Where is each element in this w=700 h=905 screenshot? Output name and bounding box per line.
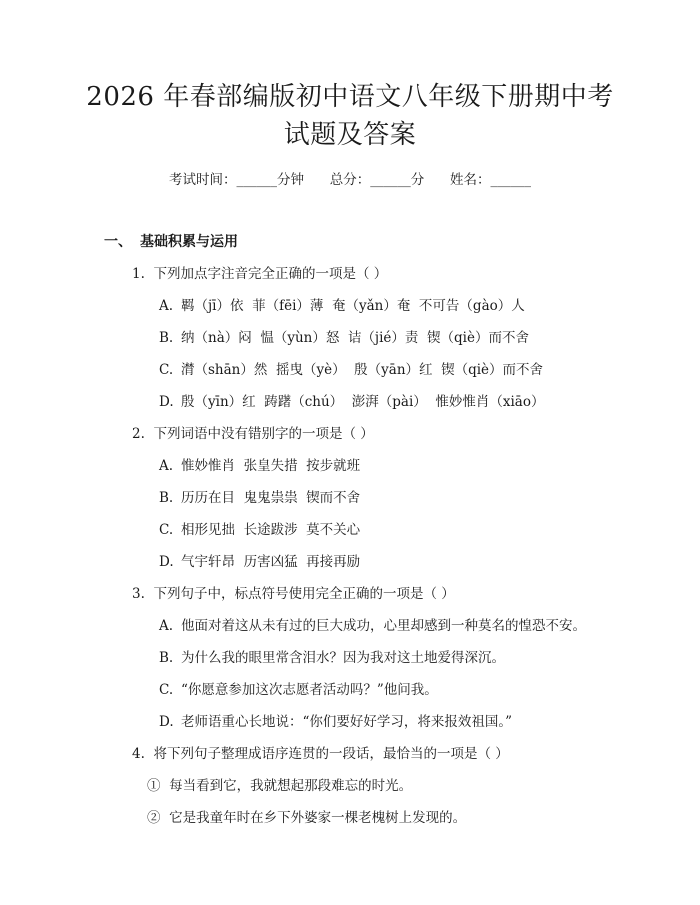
option-text: 他面对着这从未有过的巨大成功，心里却感到一种莫名的惶恐不安。 (181, 618, 586, 634)
option-text: 惟妙惟肖 张皇失措 按步就班 (181, 458, 361, 474)
question-3-option-a (159, 614, 586, 634)
question-4-stem: 4. 将下列句子整理成语序连贯的一段话，最恰当的一项是（ ） (132, 746, 509, 762)
option-letter: A. (159, 458, 174, 474)
option-letter: B. (159, 490, 174, 506)
option-letter: B. (159, 330, 174, 346)
option-text: 历历在目 鬼鬼祟祟 锲而不舍 (181, 490, 361, 506)
option-text: 羁（jī）依 菲（fēi）薄 奄（yǎn）奄 不可告（gào）人 (181, 298, 525, 314)
option-letter: C. (159, 682, 174, 698)
question-1-option-b (159, 326, 529, 346)
question-2-option-a (159, 454, 360, 474)
question-1-option-d (159, 390, 544, 410)
question-3-stem: 3. 下列句子中，标点符号使用完全正确的一项是（ ） (132, 586, 455, 602)
option-letter: D. (159, 554, 174, 570)
option-text: 纳（nà）闷 愠（yùn）怒 诘（jié）责 锲（qiè）而不舍 (181, 330, 529, 346)
question-3-option-d (159, 710, 512, 730)
question-1-stem: 1. 下列加点字注音完全正确的一项是（ ） (132, 266, 388, 282)
option-letter: A. (159, 618, 174, 634)
option-text: 老师语重心长地说：“你们要好好学习，将来报效祖国。” (181, 714, 513, 730)
section-title: 基础积累与运用 (140, 234, 238, 250)
exam-meta-line: 考试时间：______分钟 总分：______分 姓名：______ (169, 172, 531, 188)
section-number: 一、 (104, 234, 132, 250)
question-4-item-1: ① 每当看到它，我就想起那段难忘的时光。 (147, 778, 413, 794)
option-text: 为什么我的眼里常含泪水？因为我对这土地爱得深沉。 (181, 650, 505, 666)
option-letter: C. (159, 522, 174, 538)
option-text: 殷（yīn）红 踌躇（chú） 澎湃（pài） 惟妙惟肖（xiāo） (181, 394, 545, 410)
question-2-option-c (159, 518, 360, 538)
option-letter: D. (159, 394, 174, 410)
option-letter: D. (159, 714, 174, 730)
option-letter: A. (159, 298, 174, 314)
document-title-line2: 试题及答案 (283, 120, 417, 150)
question-2-option-d (159, 550, 360, 570)
question-1-option-c (159, 358, 543, 378)
question-3-option-b (159, 646, 505, 666)
section-heading (104, 231, 238, 251)
option-text: 相形见拙 长途跋涉 莫不关心 (181, 522, 361, 538)
document-title-line1: 2026 年春部编版初中语文八年级下册期中考 (86, 82, 614, 112)
option-text: 气宇轩昂 历害凶猛 再接再励 (181, 554, 361, 570)
question-3-option-c (159, 678, 438, 698)
option-text: “你愿意参加这次志愿者活动吗？”他问我。 (181, 682, 438, 698)
question-2-option-b (159, 486, 360, 506)
option-letter: B. (159, 650, 174, 666)
option-letter: C. (159, 362, 174, 378)
question-1-option-a (159, 294, 525, 314)
question-4-item-2: ② 它是我童年时在乡下外婆家一棵老槐树上发现的。 (147, 810, 467, 826)
question-2-stem: 2. 下列词语中没有错别字的一项是（ ） (132, 426, 374, 442)
option-text: 潸（shān）然 摇曳（yè） 殷（yān）红 锲（qiè）而不舍 (181, 362, 544, 378)
